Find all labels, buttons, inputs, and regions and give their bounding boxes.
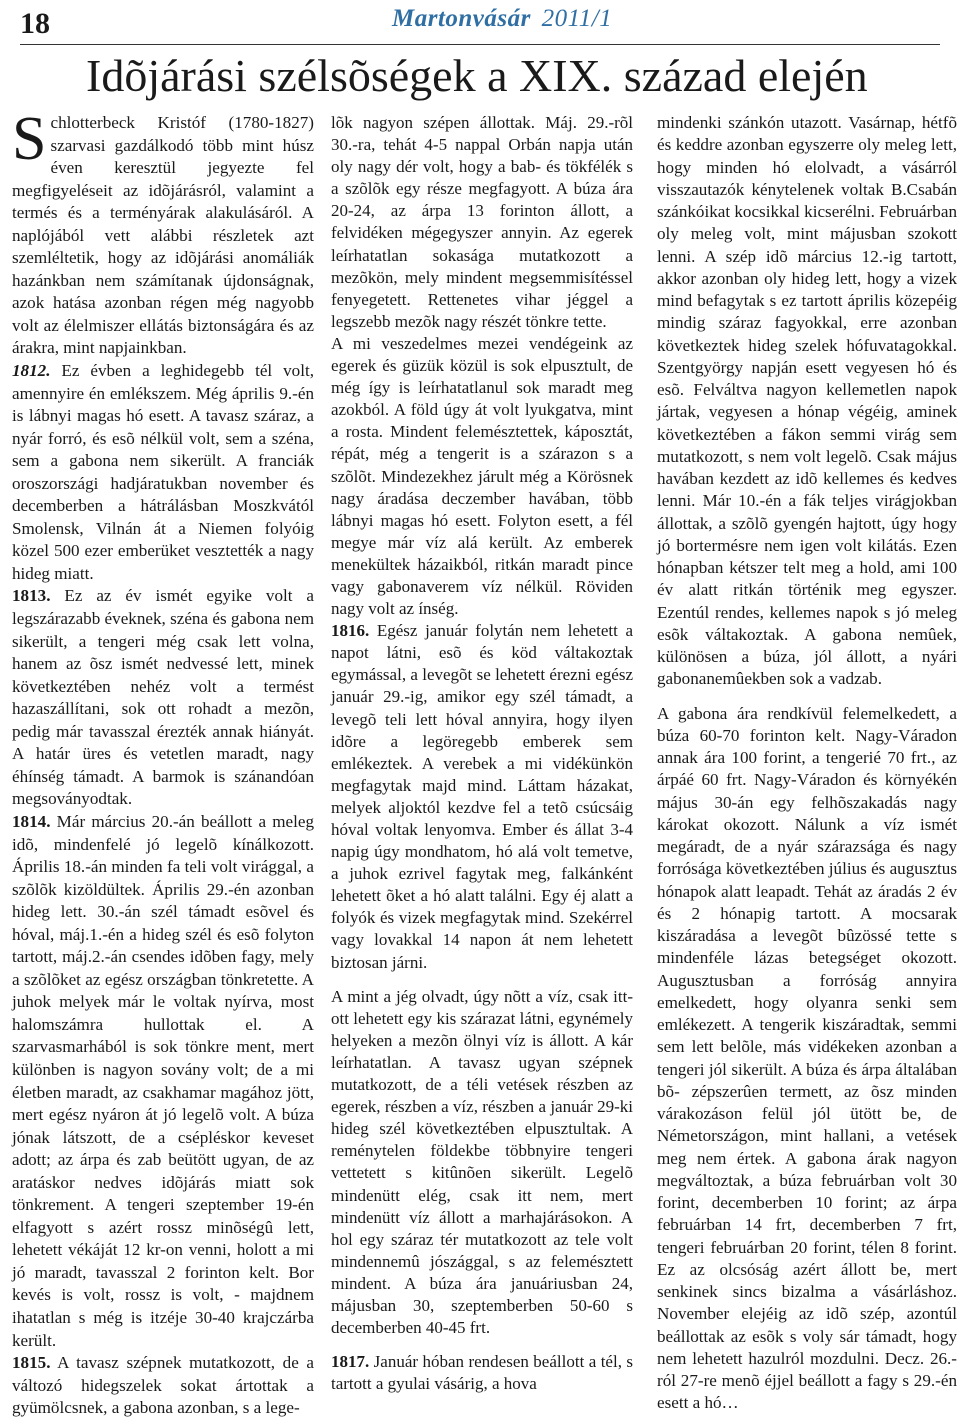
text-1815: A tavasz szépnek mutatkozott, de a változó hidegszelek sokat ártottak a gyümölcsnek, a gabona azonban, s a lege- bbox=[12, 1353, 314, 1418]
text-1817: Január hóban rendesen beállott a tél, s tartott a gyulai vásárig, a hova bbox=[331, 1352, 633, 1394]
year-label-1813: 1813. bbox=[12, 586, 51, 606]
paragraph-thaw: A mint a jég olvadt, úgy nõtt a víz, csak itt-ott lehetett egy kis szárazat látni, egynémely helyeken a mezõn ölnyi víz is állott. A kár leírhatatlan. A tavasz ugyan szépnek mutatkozott, de a téli vetések részben az egerek, részben a víz, részben a január 29-ki hideg szél következtében elpusztultak. A reménytelen földekbe többnyire tengeri vettetett s kitûnõen sikerült. Legelõ mindenütt elég, csak itt nem, mert mindenütt víz állott a marhajárásokon. A hol egy száraz tér mutatkozott az tele volt mindennemû jószággal, s az felemésztett mindent. A búza ára januáriusban 24, májusban 30, szeptemberben 50-60 s decemberben 40-45 frt. bbox=[331, 986, 633, 1338]
drop-cap: S bbox=[12, 105, 47, 173]
year-label-1814: 1814. bbox=[12, 811, 51, 831]
paragraph-1815-cont: lõk nagyon szépen állottak. Máj. 29.-rõl 30.-ra, tehát 4-5 nappal Orbán napja után oly nagy dér volt, hogy a bab- és tökfélék s a szõlõk egy része megfagyott. A búza ára 20-24, az árpa 13 forinton állott, a felvidéken mégegyszer annyin. Az egerek leírhatatlan sokasága mutatkozott a mezõkön, mely mindent megsemmisítéssel fenyegetett. Rettenetes vihar jéggel a legszebb mezõk nagy részét tönkre tette. bbox=[331, 113, 633, 331]
text-1814: Már március 20.-án beállott a meleg idõ, mindenfelé jó legelõ kínálkozott. Április 18.-án minden fa teli volt virággal, a szõlõk kizöldültek. Április 29.-én azonban hideg lett. 30.-án szél támadt esõvel és hóval, máj.1.-én a hideg szél és esõ folyton tartott, máj.2.-án csendes idõben fagy, mely a szõlõket az egész országban tönkretette. A juhok melyek már le voltak nyírva, most halomszámra hullottak el. A szarvasmarhából is sok tönkre ment, mert különben is nagyon sovány volt; de a mi életben maradt, az csakhamar magához jött, mert egész nyáron át jó legelõ volt. A búza jónak látszott, de a csépléskor keveset adott; az árpa és zab beütött ugyan, de az aratáskor nedves idõjárás miatt sok tönkrement. A tengeri szeptember 19-én elfagyott s azért rossz minõségû lett, lehetett vékáját 12 kr-on venni, holott a mi jó maradt, tavasszal 2 forinton kelt. Bor kevés is volt, rossz is volt, - majdnem ihatatlan s még is itzéje 30-40 krajczárba került. bbox=[12, 811, 314, 1350]
paragraph-1817-cont: mindenki szánkón utazott. Vasárnap, hétfõ és keddre azonban egyszerre oly meleg lett, hogy minden hó elolvadt, a vásárról visszautazók kénytelenek voltak B.Csabán szánkóikat kocsikkal kicserélni. Februárban oly meleg volt, mint májusban szokott lenni. A szép idõ március 12.-ig tartott, akkor azonban oly hideg lett, hogy a vizek mind befagytak s ez tartott április közepéig mindig száraz fagyokkal, erre azonban következtek hideg szelek hófuvatagokkal. Szentgyörgy napján esett vegyesen hó és esõ. Felváltva nagyon kellemetlen napok jártak, vegyesen a hónap végéig, aminek következtében a fákon semmi virág sem mutatkozott, s nem volt legelõ. Csak május havában kezdett az idõ kellemes és kedves lenni. Már 10.-én a fák teljes virágjokban állottak, a szõlõ gyengén hajtott, úgy hogy jó bortermésre nem igen volt kilátás. Ezen hónapban kétszer telt meg a hold, ami 100 év alatt ritkán történik meg egyszer. Ezentúl rendes, kellemes napok s jó meleg esõk váltakoztak. A gabona nemûek, különösen a búza, jól állott, a nyári gabonanemûekben sok a vadzab. bbox=[657, 113, 957, 689]
column-3 bbox=[657, 112, 957, 1415]
article-title: Idõjárási szélsõségek a XIX. század elején bbox=[86, 50, 868, 101]
paragraph-1813 bbox=[12, 585, 314, 810]
text-1812: Ez évben a leghidegebb tél volt, amennyire én emlékszem. Még április 9.-én is lábnyi magas hó esett. A tavasz száraz, a nyár forró, és esõ nélkül volt, sem a széna, sem a gabona nem sikerült. A franciák oroszországi hadjáratukban november és decemberben a hátrálásban Moszkvától Smolensk, Vilnán át a Niemen folyóig közel 500 ezer emberüket vesztették a nagy hideg miatt. bbox=[12, 361, 314, 583]
year-label-1817: 1817. bbox=[331, 1352, 370, 1372]
paragraph-1817 bbox=[331, 1351, 633, 1395]
year-label-1816: 1816. bbox=[331, 621, 370, 641]
header-divider bbox=[20, 44, 940, 45]
paragraph-1812 bbox=[12, 360, 314, 585]
page-number: 18 bbox=[20, 7, 50, 40]
masthead bbox=[392, 4, 612, 34]
paragraph-mice: A mi veszedelmes mezei vendégeink az egerek és güzük közül is sok elpusztult, de még így is leírhatatlanul sok maradt meg azokból. A föld úgy át volt lyukgatva, mint a rosta. Mindent felemésztettek, káposztát, répát, még a tengerit is a szárazon s a szõlõt. Mindezekhez járult még a Körösnek nagy áradása deczember havában, több lábnyi magas hó esett. Folyton esett, a fél megye már víz alá került. Az emberek menekültek házaikból, ritkán maradt pince vagy gabonaverem víz nélkül. Röviden nagy volt az ínség. bbox=[331, 333, 633, 619]
intro-paragraph bbox=[12, 105, 314, 360]
issue-number: 2011/1 bbox=[541, 5, 613, 32]
intro-text: chlotterbeck Kristóf (1780-1827) szarvasi gazdálkodó több mint húsz éven keresztül jegyezte fel megfigyeléseit az idõjárásról, valamint a termés és a terményárak alakulásáról. A naplójából vett alábbi részletek azt szemléltetik, hogy az idõjárási anomáliák hazánkban nem számítanak újdonságnak, azok hatása azonban régen még nagyobb volt az élelmiszer ellátás biztonságára és az árakra, mint napjainkban. bbox=[12, 113, 314, 358]
paragraph-prices: A gabona ára rendkívül felemelkedett, a búza 60-70 forinton kelt. Nagy-Váradon annak ára 100 forint, a tengerié 70 frt., az árpáé 60 frt. Nagy-Váradon és környékén május 30-án egy felhõszakadás nagy károkat okozott. Nálunk a víz ismét megáradt, de a nyár szárazsága és nagy forrósága következtében július és augusztus hónapok alatt leapadt. Tehát az áradás 2 év és 2 hónapig tartott. A mocsarak kiszáradása a levegõt bûzössé tette s mindenféle lázas betegséget okozott. Augusztusban a forróság annyira emelkedett, hogy olyanra senki sem emlékezett. A tengerik kiszáradtak, semmi sem lett belõle, más vidékeken azonban a tengeri jól sikerült. A búza és árpa általában bõ- zépszerûen termett, az õsz minden várakozáson felül jól ütött be, de Németországon, mint hallani, a vetések meg nem értek. A gabona árak nagyon megváltoztak, a búza februárban volt 30 forint, decemberben 10 forint; az árpa februárban 14 frt, decemberben 7 frt, tengeri februárban 20 forint, télen 8 forint. Ez az olcsóság azért állott be, mert senkinek sincs bizalma a vásárláshoz. November elejéig az idõ szép, azontúl beállottak az esõk s voly sár támadt, hogy nem lehetett hazulról mozdulni. Decz. 26.-ról 27-re menõ éjjel beállott a fagy s 29.-én esett a hó… bbox=[657, 703, 958, 1413]
column-1 bbox=[12, 105, 314, 1420]
year-label-1812: 1812. bbox=[12, 361, 51, 381]
masthead-title: Martonvásár bbox=[392, 5, 531, 32]
article-body bbox=[0, 105, 960, 1422]
paragraph-1816 bbox=[331, 620, 633, 974]
column-2 bbox=[331, 112, 633, 1395]
text-1813: Ez az év ismét egyike volt a legszárazabb éveknek, széna és gabona nem sikerült, a tengeri még csak lett volna, hanem az õsz ismét nedvessé lett, minek következtében nehéz volt a termést hazaszállítani, sok ott rohadt a mezõn, pedig már tavasszal érezték annak hiányát. A határ üres és vetetlen maradt, nagy éhínség támadt. A barmok is szánandóan megsoványodtak. bbox=[12, 586, 314, 809]
year-label-1815: 1815. bbox=[12, 1353, 51, 1373]
paragraph-1814 bbox=[12, 811, 314, 1352]
text-1816: Egész január folytán nem lehetett a napot látni, esõ és köd váltakoztak egymással, a levegõt se lehetett érezni egész január 29.-ig, amikor egy szél támadt, a levegõ teli lett hóval annyira, hogy ilyen idõre a legöregebb emberek sem emlékeztek. A verebek a mi vidékünkön megfagytak majd mind. Láttam házakat, melyek aljoktól kezdve fel a tetõ csúcsáig hóval voltak lenyomva. Ember és állat 3-4 napig úgy mondhatom, hó alá volt temetve, a juhok ezrivel fagytak meg, falkánként lehetett õket a hó alatt találni. Egy éj alatt a folyók és vizek megfagytak mind. Szekérrel vagy lovakkal 14 napon át nem lehetett biztosan járni. bbox=[331, 621, 633, 972]
paragraph-1815 bbox=[12, 1352, 314, 1420]
